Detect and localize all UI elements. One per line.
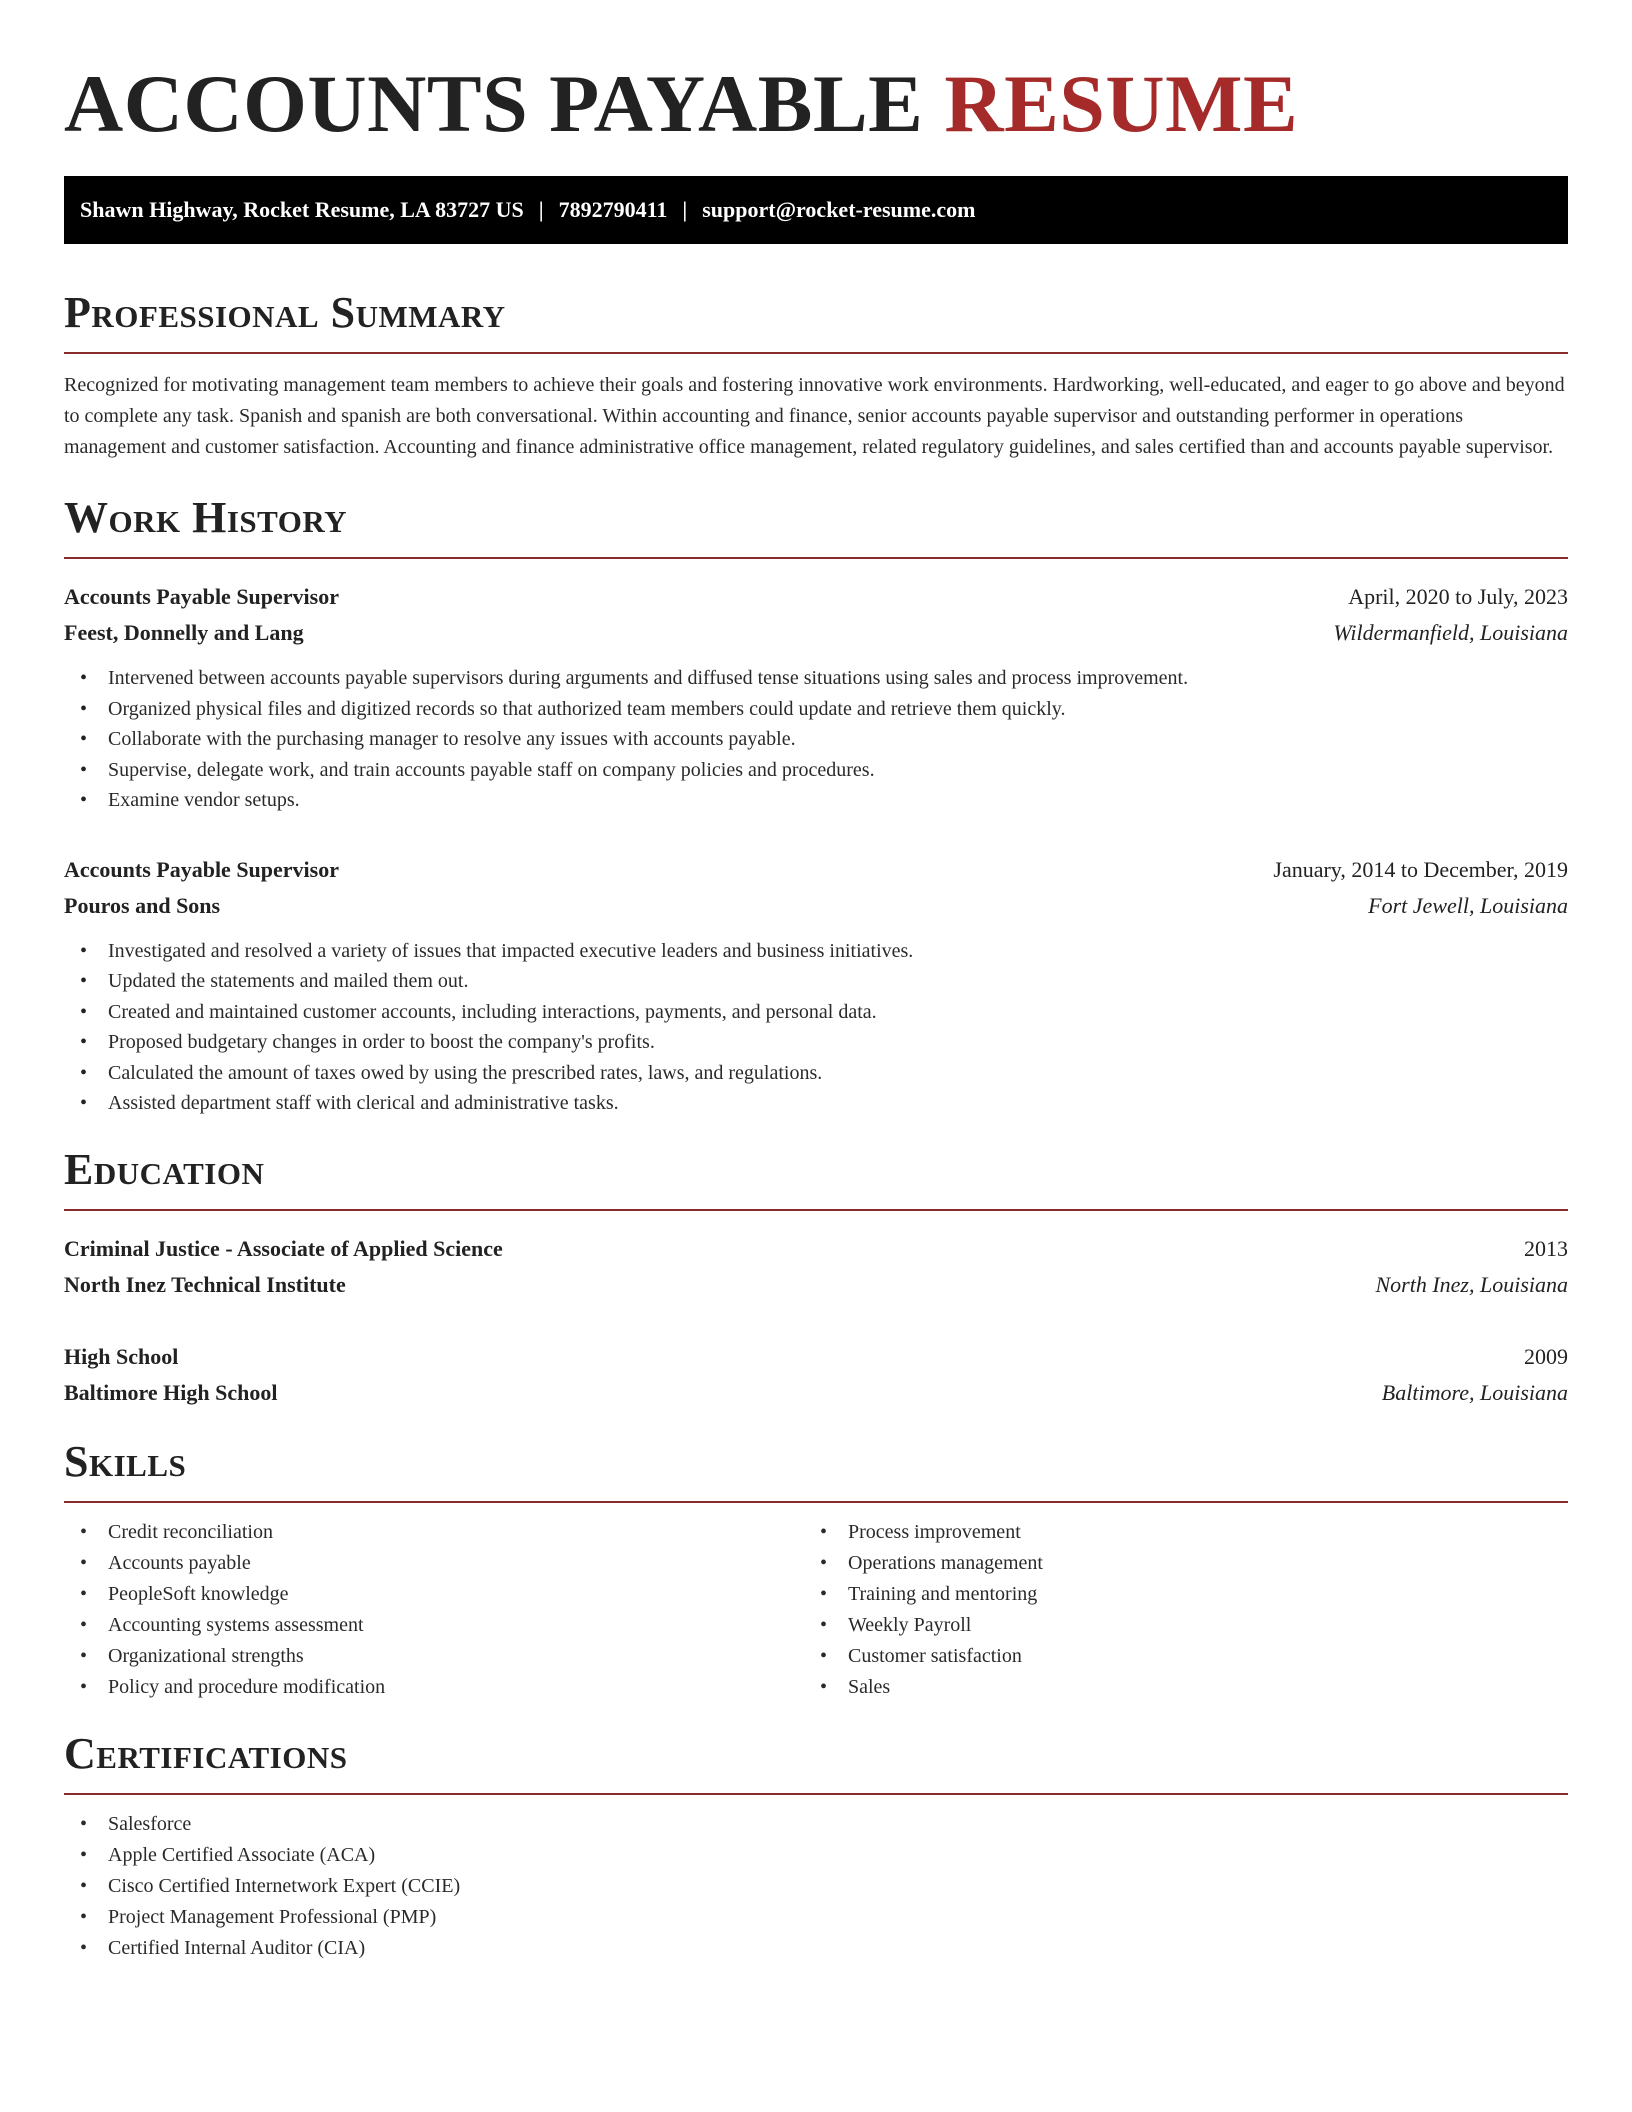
contact-email[interactable]: support@rocket-resume.com [702,197,976,222]
contact-address: Shawn Highway, Rocket Resume, LA 83727 US [80,197,524,222]
education-location: Baltimore, Louisiana [1381,1379,1568,1405]
job-bullet: • Collaborate with the purchasing manager to resolve any issues with accounts payable. [64,724,1568,755]
job-dates: April, 2020 to July, 2023 [1348,584,1568,609]
contact-phone[interactable]: 7892790411 [558,197,668,222]
job-bullet: • Intervened between accounts payable supervisors during arguments and diffused tense situations using sales and process improvement. [64,663,1568,694]
certification-item: • Salesforce [64,1809,1568,1840]
job-title: Accounts Payable Supervisor [64,856,339,882]
education-entry [64,1339,1568,1411]
job-entry [64,579,1568,816]
section-heading-skills: Skills [64,1437,1568,1503]
job-bullet: • Examine vendor setups. [64,785,1568,816]
skill-item: • Policy and procedure modification [64,1672,804,1703]
job-location: Wildermanfield, Louisiana [1333,620,1568,645]
skill-item: • Credit reconciliation [64,1517,804,1548]
education-entry [64,1231,1568,1303]
job-entry [64,852,1568,1119]
skill-item: • Customer satisfaction [804,1641,1544,1672]
job-bullet: • Organized physical files and digitized records so that authorized team members could update and retrieve them quickly. [64,694,1568,725]
job-bullets [64,663,1568,816]
skill-item: • Process improvement [804,1517,1544,1548]
section-heading-summary: Professional Summary [64,288,1568,354]
certification-item: • Cisco Certified Internetwork Expert (CCIE) [64,1871,1568,1902]
education-year: 2013 [1524,1235,1568,1261]
education-school: North Inez Technical Institute [64,1271,346,1297]
skill-item: • Training and mentoring [804,1579,1544,1610]
skill-item: • Operations management [804,1548,1544,1579]
skill-item: • Accounts payable [64,1548,804,1579]
job-bullet: • Investigated and resolved a variety of issues that impacted executive leaders and business initiatives. [64,936,1568,967]
resume-title [64,0,1568,174]
work-history-section [64,493,1568,1119]
resume-page [64,0,1568,1964]
contact-separator: | [538,197,544,222]
skill-item: • Accounting systems assessment [64,1610,804,1641]
title-accent: RESUME [944,58,1299,149]
job-title: Accounts Payable Supervisor [64,584,339,609]
skills-columns [64,1517,1568,1703]
skill-item: • Organizational strengths [64,1641,804,1672]
certification-item: • Project Management Professional (PMP) [64,1902,1568,1933]
job-bullet: • Assisted department staff with clerical and administrative tasks. [64,1088,1568,1119]
job-dates: January, 2014 to December, 2019 [1273,856,1568,882]
skill-item: • Weekly Payroll [804,1610,1544,1641]
summary-text: Recognized for motivating management team members to achieve their goals and fostering innovative work environments. Hardworking, well-educated, and eager to go above and beyond to complete any task. Spanish and spanish are both conversational. Within accounting and finance, senior accounts payable supervisor and outstanding performer in operations management and customer satisfaction. Accounting and finance administrative office management, related regulatory guidelines, and sales certified than and accounts payable supervisor. [64,374,1565,458]
skill-item: • PeopleSoft knowledge [64,1579,804,1610]
skill-item: • Sales [804,1672,1544,1703]
job-bullet: • Updated the statements and mailed them out. [64,966,1568,997]
certifications-section [64,1729,1568,1964]
certifications-list [64,1809,1568,1964]
education-year: 2009 [1524,1343,1568,1369]
certification-item: • Certified Internal Auditor (CIA) [64,1933,1568,1964]
skills-section [64,1437,1568,1703]
section-heading-certifications: Certifications [64,1729,1568,1795]
education-school: Baltimore High School [64,1379,278,1405]
section-heading-work-history: Work History [64,493,1568,559]
job-company: Feest, Donnelly and Lang [64,620,304,645]
job-bullet: • Proposed budgetary changes in order to boost the company's profits. [64,1027,1568,1058]
education-location: North Inez, Louisiana [1375,1271,1568,1297]
education-degree: High School [64,1343,179,1369]
job-company: Pouros and Sons [64,892,221,918]
job-location: Fort Jewell, Louisiana [1368,892,1568,918]
contact-separator: | [682,197,688,222]
skills-list-right [804,1517,1544,1703]
job-bullets [64,936,1568,1119]
contact-bar [64,176,1568,244]
skills-list-left [64,1517,804,1703]
title-main: ACCOUNTS PAYABLE [64,58,924,149]
section-heading-education: Education [64,1145,1568,1211]
summary-section [64,288,1568,463]
certification-item: • Apple Certified Associate (ACA) [64,1840,1568,1871]
job-bullet: • Created and maintained customer accounts, including interactions, payments, and personal data. [64,997,1568,1028]
education-degree: Criminal Justice - Associate of Applied Science [64,1235,503,1261]
job-bullet: • Calculated the amount of taxes owed by using the prescribed rates, laws, and regulations. [64,1058,1568,1089]
job-bullet: • Supervise, delegate work, and train accounts payable staff on company policies and procedures. [64,755,1568,786]
education-section [64,1145,1568,1411]
